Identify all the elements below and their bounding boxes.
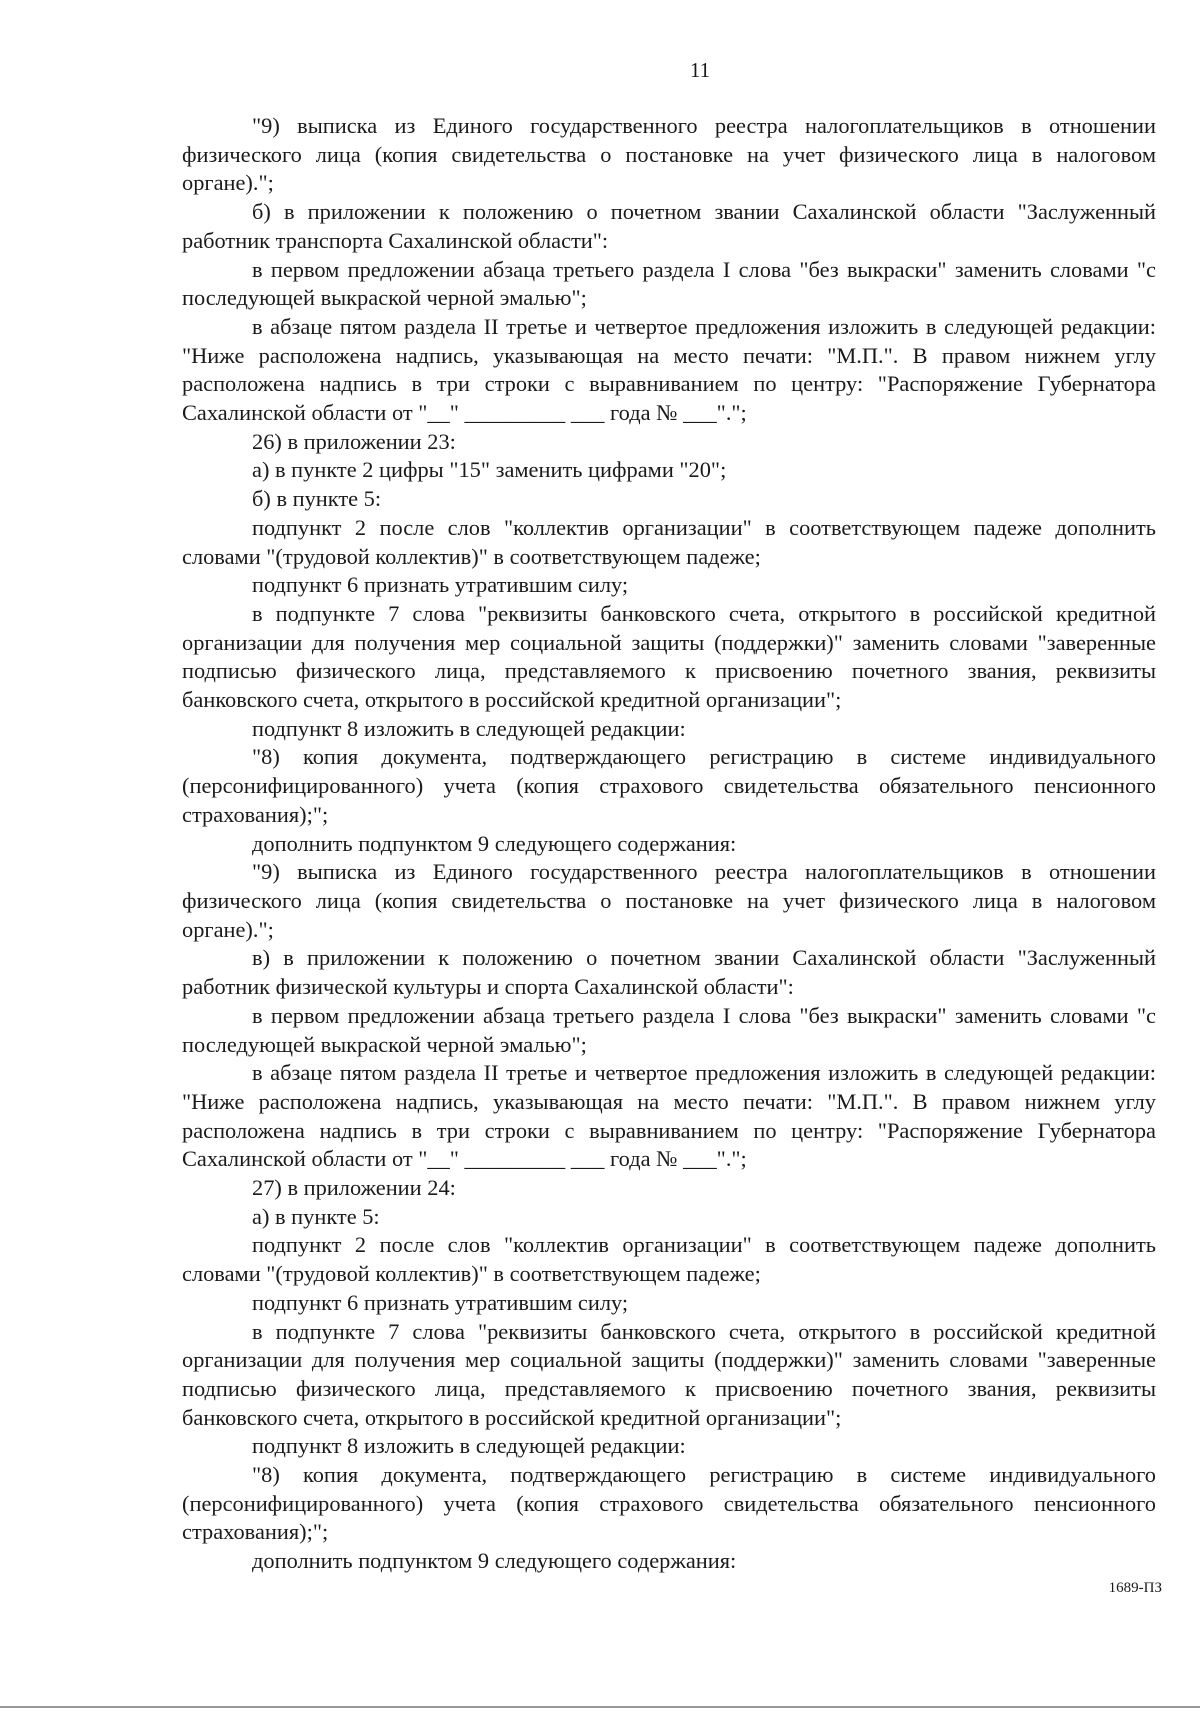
paragraph: б) в пункте 5: <box>252 486 382 512</box>
paragraph: б) в приложении к положению о почетном звании Сахалинской области "Заслуженный работник транспорта Сахалинской области": <box>182 199 1156 253</box>
paragraph: в подпункте 7 слова "реквизиты банковского счета, открытого в российской кредитной организации для получения мер социальной защиты (поддержки)" заменить словами "заверенные подписью физического лица, представляемого к присвоению почетного звания, реквизиты банковского счета, открытого в российской кредитной организации"; <box>182 600 1156 713</box>
paragraph: подпункт 2 после слов "коллектив организации" в соответствующем падеже дополнить словами "(трудовой коллектив)" в соответствующем падеже; <box>182 1232 1156 1287</box>
paragraph: "9) выписка из Единого государственного реестра налогоплательщиков в отношении физического лица (копия свидетельства о постановке на учет физического лица в налоговом органе)."; <box>182 113 1156 196</box>
paragraph: а) в пункте 2 цифры "15" заменить цифрами "20"; <box>252 457 727 483</box>
paragraph: "9) выписка из Единого государственного реестра налогоплательщиков в отношении физического лица (копия свидетельства о постановке на учет физического лица в налоговом органе)."; <box>182 859 1156 942</box>
paragraph: 26) в приложении 23: <box>252 428 456 454</box>
paragraph: в абзаце пятом раздела II третье и четвертое предложения изложить в следующей редакции: "Ниже расположена надпись, указывающая на место печати: "М.П.". В правом нижнем углу расположена надпись в три строки с выравниванием по центру: "Распоряжение Губернатора Сахалинской области от "__" _________ ___ года № ___"."; <box>182 313 1156 426</box>
paragraph: в первом предложении абзаца третьего раздела I слова "без выкраски" заменить словами "с последующей выкраской черной эмалью"; <box>182 256 1156 311</box>
paragraph: подпункт 6 признать утратившим силу; <box>252 1289 629 1315</box>
paragraph: подпункт 8 изложить в следующей редакции: <box>252 715 686 741</box>
paragraph: в подпункте 7 слова "реквизиты банковского счета, открытого в российской кредитной организации для получения мер социальной защиты (поддержки)" заменить словами "заверенные подписью физического лица, представляемого к присвоению почетного звания, реквизиты банковского счета, открытого в российской кредитной организации"; <box>182 1318 1156 1430</box>
paragraph: "8) копия документа, подтверждающего регистрацию в системе индивидуального (персонифицированного) учета (копия страхового свидетельства обязательного пенсионного страхования);"; <box>182 1462 1156 1545</box>
paragraph: подпункт 8 изложить в следующей редакции: <box>252 1433 686 1459</box>
footer-code: 1689-ПЗ <box>1108 1580 1162 1596</box>
paragraph: дополнить подпунктом 9 следующего содержания: <box>252 1548 737 1574</box>
scan-edge-line <box>0 1706 1200 1708</box>
paragraph: "8) копия документа, подтверждающего регистрацию в системе индивидуального (персонифицированного) учета (копия страхового свидетельства обязательного пенсионного страхования);"; <box>182 744 1156 827</box>
document-body <box>182 112 1156 1576</box>
paragraph: в) в приложении к положению о почетном звании Сахалинской области "Заслуженный работник физической культуры и спорта Сахалинской области": <box>182 945 1156 1000</box>
page-number: 11 <box>689 58 711 82</box>
paragraph: дополнить подпунктом 9 следующего содержания: <box>252 830 737 856</box>
paragraph: подпункт 2 после слов "коллектив организации" в соответствующем падеже дополнить словами "(трудовой коллектив)" в соответствующем падеже; <box>182 514 1156 569</box>
paragraph: 27) в приложении 24: <box>252 1175 456 1201</box>
paragraph: а) в пункте 5: <box>252 1203 380 1229</box>
paragraph: в первом предложении абзаца третьего раздела I слова "без выкраски" заменить словами "с последующей выкраской черной эмалью"; <box>182 1002 1156 1057</box>
paragraph: подпункт 6 признать утратившим силу; <box>252 572 629 598</box>
paragraph: в абзаце пятом раздела II третье и четвертое предложения изложить в следующей редакции: "Ниже расположена надпись, указывающая на место печати: "М.П.". В правом нижнем углу расположена надпись в три строки с выравниванием по центру: "Распоряжение Губернатора Сахалинской области от "__" _________ ___ года № ___"."; <box>182 1060 1156 1172</box>
